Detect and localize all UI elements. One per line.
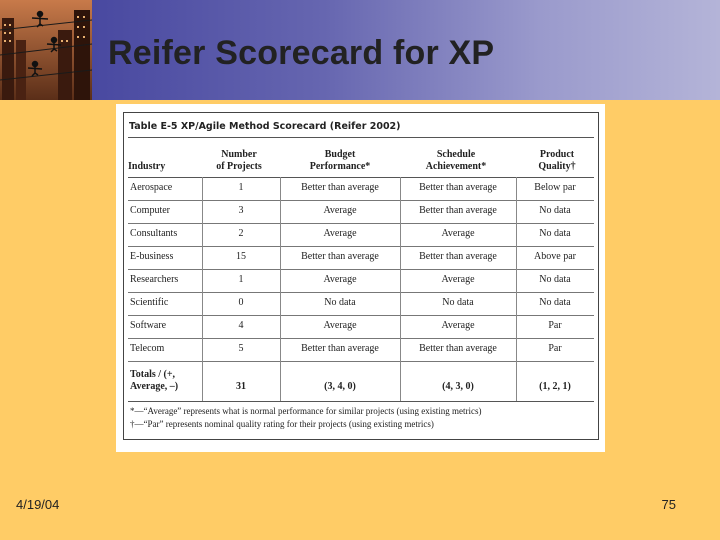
- totals-quality: (1, 2, 1): [539, 381, 571, 392]
- budget-cell: Average: [323, 205, 357, 216]
- footnote-average: *—“Average” represents what is normal performance for similar projects (using existing metrics): [130, 406, 482, 416]
- caption-rule: [128, 137, 594, 138]
- scorecard-table: [123, 112, 599, 440]
- totals-schedule: (4, 3, 0): [442, 381, 474, 392]
- row-divider: [128, 246, 594, 247]
- row-divider: [128, 223, 594, 224]
- projects-cell: 15: [236, 251, 246, 262]
- industry-cell: Researchers: [130, 274, 179, 285]
- industry-cell: Software: [130, 320, 167, 331]
- budget-cell: Average: [323, 320, 357, 331]
- industry-cell: Consultants: [130, 228, 178, 239]
- schedule-cell: Better than average: [419, 205, 497, 216]
- industry-cell: E-business: [130, 251, 174, 262]
- quality-cell: Par: [548, 320, 562, 331]
- projects-cell: 0: [238, 297, 244, 308]
- totals-label-line2: Average, –): [130, 381, 179, 392]
- header-schedule-line2: Achievement*: [425, 161, 487, 172]
- totals-rule: [128, 401, 594, 402]
- totals-projects: 31: [236, 381, 246, 392]
- schedule-cell: Better than average: [419, 182, 497, 193]
- industry-cell: Computer: [130, 205, 170, 216]
- quality-cell: Above par: [534, 251, 576, 262]
- header-industry: Industry: [128, 161, 166, 172]
- row-divider: [128, 269, 594, 270]
- header-quality-line2: Quality†: [538, 161, 576, 172]
- header-budget-line1: Budget: [324, 149, 356, 160]
- quality-cell: No data: [539, 297, 571, 308]
- header-budget-line2: Performance*: [309, 161, 371, 172]
- schedule-cell: Average: [441, 228, 475, 239]
- row-divider: [128, 315, 594, 316]
- projects-cell: 1: [238, 182, 244, 193]
- header-projects-line1: Number: [221, 149, 257, 160]
- header-quality-line1: Product: [539, 149, 575, 160]
- row-divider: [128, 292, 594, 293]
- budget-cell: Average: [323, 274, 357, 285]
- quality-cell: No data: [539, 228, 571, 239]
- projects-cell: 5: [238, 343, 244, 354]
- footnote-par: †—“Par” represents nominal quality rating for their projects (using existing metrics): [130, 419, 434, 429]
- schedule-cell: Average: [441, 274, 475, 285]
- projects-cell: 1: [238, 274, 244, 285]
- quality-cell: Below par: [534, 182, 576, 193]
- budget-cell: Better than average: [301, 182, 379, 193]
- schedule-cell: Better than average: [419, 251, 497, 262]
- slide-title: Reifer Scorecard for XP: [108, 34, 495, 72]
- slide-date: 4/19/04: [16, 497, 60, 512]
- row-divider: [128, 338, 594, 339]
- schedule-cell: Better than average: [419, 343, 497, 354]
- budget-cell: Better than average: [301, 343, 379, 354]
- totals-budget: (3, 4, 0): [324, 381, 356, 392]
- header-schedule-line1: Schedule: [436, 149, 476, 160]
- projects-cell: 2: [238, 228, 244, 239]
- header-rule: [128, 177, 594, 178]
- quality-cell: Par: [548, 343, 562, 354]
- industry-cell: Scientific: [130, 297, 169, 308]
- table-caption: Table E-5 XP/Agile Method Scorecard (Reifer 2002): [129, 121, 401, 132]
- projects-cell: 3: [238, 205, 244, 216]
- quality-cell: No data: [539, 205, 571, 216]
- row-divider: [128, 361, 594, 362]
- industry-cell: Telecom: [130, 343, 165, 354]
- quality-cell: No data: [539, 274, 571, 285]
- schedule-cell: Average: [441, 320, 475, 331]
- budget-cell: Better than average: [301, 251, 379, 262]
- budget-cell: Average: [323, 228, 357, 239]
- projects-cell: 4: [238, 320, 244, 331]
- slide-page-number: 75: [661, 497, 676, 512]
- totals-label-line1: Totals / (+,: [130, 369, 176, 380]
- row-divider: [128, 200, 594, 201]
- header-projects-line2: of Projects: [216, 161, 262, 172]
- budget-cell: No data: [324, 297, 356, 308]
- tightrope-logo-icon: [0, 0, 92, 100]
- industry-cell: Aerospace: [130, 182, 173, 193]
- schedule-cell: No data: [442, 297, 474, 308]
